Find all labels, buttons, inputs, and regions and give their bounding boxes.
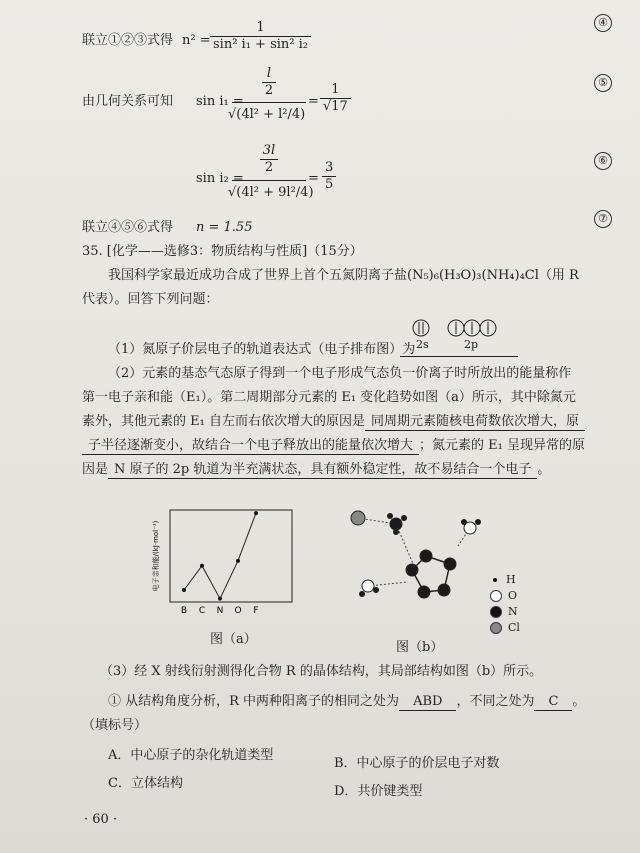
- eq6-fraction-bar: [232, 180, 306, 181]
- eq5-numerator: l 2: [232, 66, 306, 98]
- option-a: A．中心原子的杂化轨道类型: [108, 748, 274, 763]
- data-point-O: [236, 559, 240, 563]
- page-number: · 60 ·: [84, 812, 118, 827]
- q35-title: 35. [化学——选修3：物质结构与性质]（15分）: [82, 244, 363, 259]
- x-tick-C: C: [198, 606, 206, 616]
- option-d: D．共价键类型: [334, 784, 423, 799]
- n-atom-3: [438, 584, 450, 596]
- data-point-C: [200, 564, 204, 568]
- x-tick-B: B: [180, 606, 188, 616]
- eq6-tag: ⑥: [594, 152, 612, 170]
- legend-h: H: [490, 572, 520, 588]
- x-tick-F: F: [253, 606, 259, 616]
- eq4-lhs: n² =: [182, 33, 211, 48]
- eq5-result: $\frac{1}{√17}$: [320, 82, 351, 114]
- document-page: 联立①②③式得 n² = $\frac{1}{\text{sin² i₁ + sin² i₂}}$ ④ 由几何关系可知 sin i₁ = l 2 √(4l² + l²/4) = $\frac{1}{√17}$ ⑤ sin i₂ = 3l 2 √(4l² + 9l²/4) = $\frac{3}{5}$ ⑥ 联立④⑤⑥式得 n = 1.55 ⑦ 35. [化学——选修3：物质结构与性质]（15分） 我国科学家最近成功合成了世界上首个五氮阴离子盐(N₅)₆(H₃O)₃(NH₄)₄Cl（用 R 代表）。回答下列问题： （1）氮原子价层电子的轨道表达式（电子排布图）为 2s 2p （2）元素的基态气态原子得到一个电子形成气态负一价离子时所放出的能量称作 第一电子亲和能（E₁）。第二周期部分元素的 E₁ 变化趋势如图（a）所示，其中除氮元 素外，其他元素的 E₁ 自左而右依次增大的原因是 同周期元素随核电荷数依次增大，原 子半径逐渐变小，故结合一个电子释放出的能量依次增大 ；氮元素的 E₁ 呈现异常的原 因是 N 原子的 2p 轨道为半充满状态，具有额外稳定性，故不易结合一个电子 。 B C N O F 电子亲和能/(kJ·mol⁻¹) 图（a） H O N Cl 图（b） （3）经 X 射线衍射测得化合物 R 的晶体结构，其局部结构如图（b）所示。 ① 从结构角度分析，R 中两种阳离子的相同之处为 ABD ，不同之处为 C 。 （填标号） A．中心原子的杂化轨道类型 B．中心原子的价层电子对数 C．立体结构 D．共价键类型 · 60 ·: [0, 0, 640, 853]
- eq5-lead: 由几何关系可知: [82, 94, 174, 109]
- data-point-B: [182, 588, 186, 592]
- q35-intro-line2: 代表）。回答下列问题：: [82, 292, 219, 307]
- legend-n: N: [490, 604, 520, 620]
- eq5-fraction-bar: [232, 102, 306, 103]
- electron-affinity-chart: [148, 506, 298, 626]
- n-atom-4: [418, 586, 430, 598]
- eq5-lhs: sin i₁ =: [196, 94, 244, 109]
- q35-part2-line1: （2）元素的基态气态原子得到一个电子形成气态负一价离子时所放出的能量称作: [108, 366, 572, 381]
- orbital-diagram: [400, 314, 518, 357]
- n-atom-2: [444, 558, 456, 570]
- answer-different: C: [534, 694, 572, 711]
- n-atom-5: [406, 564, 418, 576]
- orbital-2s: [413, 320, 429, 336]
- answer-reason-cont: 子半径逐渐变小，故结合一个电子释放出的能量依次增大: [82, 438, 419, 455]
- n-atom-nh4: [390, 518, 402, 530]
- data-point-F: [254, 511, 258, 515]
- y-axis-label: 电子亲和能/(kJ·mol⁻¹): [152, 520, 160, 592]
- cl-atom: [351, 511, 365, 525]
- q35-part3-line1: （3）经 X 射线衍射测得化合物 R 的晶体结构，其局部结构如图（b）所示。: [100, 664, 543, 679]
- o-atom-2: [362, 580, 374, 592]
- figure-b-caption: 图（b）: [396, 640, 444, 655]
- legend-o: O: [490, 588, 520, 604]
- legend-cl: Cl: [490, 620, 520, 636]
- x-tick-N: N: [216, 606, 224, 616]
- q35-part3-line3: （填标号）: [82, 718, 148, 733]
- eq5-tag: ⑤: [594, 74, 612, 92]
- eq7-result: n = 1.55: [196, 220, 253, 235]
- eq6-result: $\frac{3}{5}$: [322, 160, 336, 192]
- option-b: B．中心原子的价层电子对数: [334, 756, 500, 771]
- figure-b: [340, 506, 540, 636]
- eq4-lead: 联立①②③式得: [82, 33, 174, 48]
- q35-part3-line2: ① 从结构角度分析，R 中两种阳离子的相同之处为 ABD ，不同之处为 C 。: [108, 694, 586, 709]
- data-point-N: [218, 597, 222, 601]
- answer-reason: 同周期元素随核电荷数依次增大，原: [365, 414, 585, 431]
- figure-a-caption: 图（a）: [210, 632, 257, 647]
- structure-legend: [490, 572, 520, 636]
- x-tick-O: O: [234, 606, 242, 616]
- eq4-tag: ④: [594, 14, 612, 32]
- q35-part2-line4: 子半径逐渐变小，故结合一个电子释放出的能量依次增大 ；氮元素的 E₁ 呈现异常的原: [82, 438, 585, 455]
- q35-part2-line3: 素外，其他元素的 E₁ 自左而右依次增大的原因是 同周期元素随核电荷数依次增大，原: [82, 414, 585, 431]
- eq6-denominator: √(4l² + 9l²/4): [228, 185, 314, 200]
- q35-part1-text: （1）氮原子价层电子的轨道表达式（电子排布图）为: [108, 342, 416, 357]
- answer-anomaly: N 原子的 2p 轨道为半充满状态，具有额外稳定性，故不易结合一个电子: [108, 462, 537, 479]
- option-c: C．立体结构: [108, 776, 183, 791]
- eq4-fraction: $\frac{1}{\text{sin² i₁ + sin² i₂}}$: [210, 20, 311, 52]
- figure-a: [148, 506, 298, 626]
- answer-same: ABD: [399, 694, 456, 711]
- q35-part2-line2: 第一电子亲和能（E₁）。第二周期部分元素的 E₁ 变化趋势如图（a）所示，其中除氮元: [82, 390, 576, 405]
- series-line: [184, 513, 256, 599]
- orbital-2s-label: 2s: [416, 338, 429, 351]
- eq7-lead: 联立④⑤⑥式得: [82, 220, 174, 235]
- eq5-denominator: √(4l² + l²/4): [228, 107, 306, 122]
- eq7-tag: ⑦: [594, 210, 612, 228]
- eq6-numerator: 3l 2: [232, 143, 306, 175]
- q35-intro-line1: 我国科学家最近成功合成了世界上首个五氮阴离子盐(N₅)₆(H₃O)₃(NH₄)₄Cl（用 R: [108, 268, 579, 283]
- q35-part2-line5: 因是 N 原子的 2p 轨道为半充满状态，具有额外稳定性，故不易结合一个电子 。: [82, 462, 551, 477]
- chart-frame: [170, 510, 292, 602]
- orbital-2p-label: 2p: [464, 338, 479, 351]
- n-atom-1: [420, 550, 432, 562]
- eq6-lhs: sin i₂ =: [196, 171, 244, 186]
